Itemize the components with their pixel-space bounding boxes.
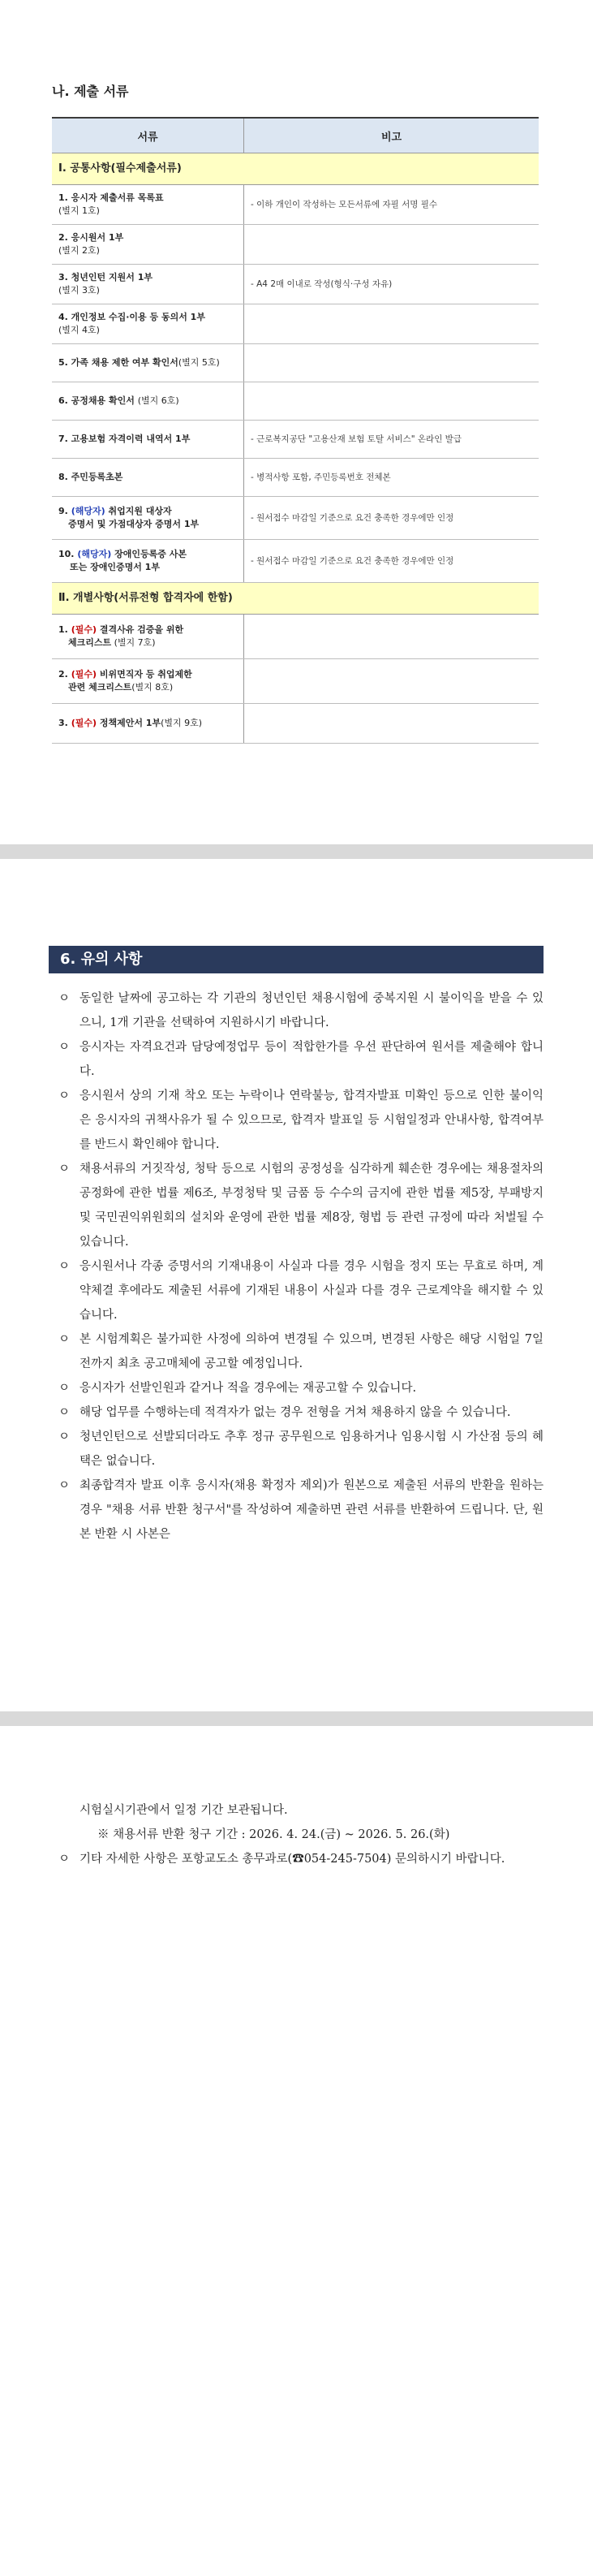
page-separator [0, 1711, 593, 1726]
doc-note: - 원서접수 마감일 기준으로 요건 충족한 경우에만 인정 [244, 497, 539, 540]
bullet-mark: ㅇ [58, 1430, 71, 1443]
doc-sub: (별지 5호) [178, 357, 220, 368]
doc-name-2: 증명서 및 가점대상자 증명서 1부 [68, 519, 200, 529]
bullet-mark: ㅇ [58, 1853, 71, 1866]
contact-info: 기타 자세한 사항은 포항교도소 총무과로(☎054-245-7504) 문의하시기 바랍니다. [79, 1853, 505, 1866]
doc-name: 정책제안서 1부 [97, 718, 161, 728]
doc-sub: (별지 6호) [137, 395, 179, 406]
doc-sub: (별지 8호) [131, 682, 174, 693]
bullet-mark: ㅇ [58, 1333, 71, 1346]
doc-note [244, 304, 539, 344]
doc-note [244, 344, 539, 382]
doc-num: 10. [58, 549, 75, 559]
notice-title: 6. 유의 사항 [49, 946, 544, 973]
doc-name: 3. 청년인턴 지원서 1부 [58, 272, 153, 283]
doc-name: 8. 주민등록초본 [58, 472, 123, 482]
continued-text: 시험실시기관에서 일정 기간 보관됩니다. [79, 1804, 288, 1817]
doc-tag: (해당자) [77, 549, 112, 559]
table-row [52, 382, 539, 421]
doc-name: 장애인등록증 사본 [111, 549, 187, 559]
page-separator [0, 844, 593, 859]
list-item: ㅇ 해당 업무를 수행하는데 적격자가 없는 경우 전형을 거쳐 채용하지 않을 수 있습니다. [57, 1400, 544, 1425]
bullet-mark: ㅇ [58, 1382, 71, 1395]
doc-name: 2. 응시원서 1부 [58, 232, 124, 243]
category-common-label: Ⅰ. 공통사항(필수제출서류) [52, 153, 539, 185]
doc-sub: (별지 1호) [58, 205, 100, 216]
category-individual [52, 583, 539, 615]
category-common [52, 153, 539, 185]
doc-num: 2. [58, 669, 68, 680]
bullet-mark: ㅇ [58, 1090, 71, 1102]
list-item: ㅇ 동일한 날짜에 공고하는 각 기관의 청년인턴 채용시험에 중복지원 시 불이익을 받을 수 있으니, 1개 기관을 선택하여 지원하시기 바랍니다. [57, 986, 544, 1035]
doc-tag: (필수) [71, 669, 97, 680]
doc-name: 1. 응시자 제출서류 목록표 [58, 192, 164, 203]
table-row [52, 459, 539, 497]
doc-name: 5. 가족 채용 제한 여부 확인서 [58, 357, 178, 368]
doc-name: 취업지원 대상자 [105, 506, 172, 516]
bullet-mark: ㅇ [58, 1406, 71, 1419]
list-item: ㅇ 응시자는 자격요건과 담당예정업무 등이 적합한가를 우선 판단하여 원서를 제출해야 합니다. [57, 1035, 544, 1084]
doc-name: 결격사유 검증을 위한 [97, 624, 184, 635]
doc-name: 6. 공정채용 확인서 [58, 395, 135, 406]
documents-table [52, 117, 539, 744]
doc-note: - A4 2매 이내로 작성(형식·구성 자유) [244, 265, 539, 304]
header-document: 서류 [52, 118, 244, 153]
doc-name: 4. 개인정보 수집·이용 등 동의서 1부 [58, 312, 205, 322]
doc-note: - 원서접수 마감일 기준으로 요건 충족한 경우에만 인정 [244, 540, 539, 583]
doc-note [244, 225, 539, 265]
doc-tag: (해당자) [71, 506, 105, 516]
doc-tag: (필수) [71, 718, 97, 728]
table-row [52, 615, 539, 659]
doc-note: - 이하 개인이 작성하는 모든서류에 자필 서명 필수 [244, 185, 539, 225]
doc-num: 1. [58, 624, 68, 635]
table-row [52, 659, 539, 704]
list-item: ㅇ 채용서류의 거짓작성, 청탁 등으로 시험의 공정성을 심각하게 훼손한 경우에는 채용절차의 공정화에 관한 법률 제6조, 부정청탁 및 금품 등 수수의 금지에 관한 법률 제5장, 부패방지 및 국민권익위원회의 설치와 운영에 관한 법률 제8장, 형법 등 관련 규정에 따라 처벌될 수 있습니다. [57, 1157, 544, 1254]
document-page-1 [0, 0, 593, 844]
list-item: ㅇ 응시원서나 각종 증명서의 기재내용이 사실과 다를 경우 시험을 정지 또는 무효로 하며, 계약체결 후에라도 제출된 서류에 기재된 내용이 사실과 다를 경우 근로계약을 해지할 수 있습니다. [57, 1254, 544, 1327]
list-item: ㅇ 응시원서 상의 기재 착오 또는 누락이나 연락불능, 합격자발표 미확인 등으로 인한 불이익은 응시자의 귀책사유가 될 수 있으므로, 합격자 발표일 등 시험일정과 안내사항, 합격여부를 반드시 확인해야 합니다. [57, 1084, 544, 1157]
table-row [52, 540, 539, 583]
doc-note: - 근로복지공단 "고용산재 보험 토탈 서비스" 온라인 발급 [244, 421, 539, 459]
table-row [52, 304, 539, 344]
table-row [52, 185, 539, 225]
doc-sub: (별지 4호) [58, 325, 100, 335]
table-header-row [52, 118, 539, 153]
doc-name-2: 관련 체크리스트 [68, 682, 132, 693]
header-note: 비고 [244, 118, 539, 153]
bullet-mark: ㅇ [58, 1260, 71, 1273]
doc-tag: (필수) [71, 624, 97, 635]
document-page-3 [57, 1798, 544, 1871]
bullet-mark: ㅇ [58, 1041, 71, 1054]
table-row [52, 265, 539, 304]
list-item: ㅇ 응시자가 선발인원과 같거나 적을 경우에는 재공고할 수 있습니다. [57, 1376, 544, 1400]
list-item [57, 1847, 544, 1871]
doc-name-2: 또는 장애인증명서 1부 [70, 562, 160, 572]
doc-sub: (별지 9호) [161, 718, 203, 728]
doc-note: - 병적사항 포함, 주민등록번호 전체본 [244, 459, 539, 497]
doc-sub: (별지 3호) [58, 285, 100, 296]
section-title: 나. 제출 서류 [52, 84, 129, 99]
table-row [52, 225, 539, 265]
category-individual-label: Ⅱ. 개별사항(서류전형 합격자에 한함) [52, 583, 539, 615]
notice-list [57, 986, 544, 1547]
table-row [52, 704, 539, 744]
list-item: ㅇ 청년인턴으로 선발되더라도 추후 정규 공무원으로 임용하거나 임용시험 시 가산점 등의 혜택은 없습니다. [57, 1425, 544, 1474]
bullet-mark: ㅇ [58, 1163, 71, 1176]
list-item: ㅇ 최종합격자 발표 이후 응시자(채용 확정자 제외)가 원본으로 제출된 서류의 반환을 원하는 경우 "채용 서류 반환 청구서"를 작성하여 제출하면 관련 서류를 반환하여 드립니다. 단, 원본 반환 시 사본은 [57, 1474, 544, 1547]
doc-num: 3. [58, 718, 68, 728]
doc-name: 비위면직자 등 취업제한 [97, 669, 192, 680]
list-item: ㅇ 본 시험계획은 불가피한 사정에 의하여 변경될 수 있으며, 변경된 사항은 해당 시험일 7일 전까지 최초 공고매체에 공고할 예정입니다. [57, 1327, 544, 1376]
bullet-mark: ㅇ [58, 992, 71, 1005]
doc-sub: (별지 2호) [58, 245, 100, 256]
return-period-note: ※ 채용서류 반환 청구 기간 : 2026. 4. 24.(금) ~ 2026. 5. 26.(화) [97, 1828, 450, 1841]
table-row [52, 497, 539, 540]
doc-name-2: 체크리스트 [68, 637, 112, 648]
doc-name: 7. 고용보험 자격이력 내역서 1부 [58, 434, 191, 444]
doc-note [244, 382, 539, 421]
bullet-mark: ㅇ [58, 1479, 71, 1492]
doc-num: 9. [58, 506, 68, 516]
table-row [52, 421, 539, 459]
doc-sub: (별지 7호) [111, 637, 156, 648]
table-row [52, 344, 539, 382]
